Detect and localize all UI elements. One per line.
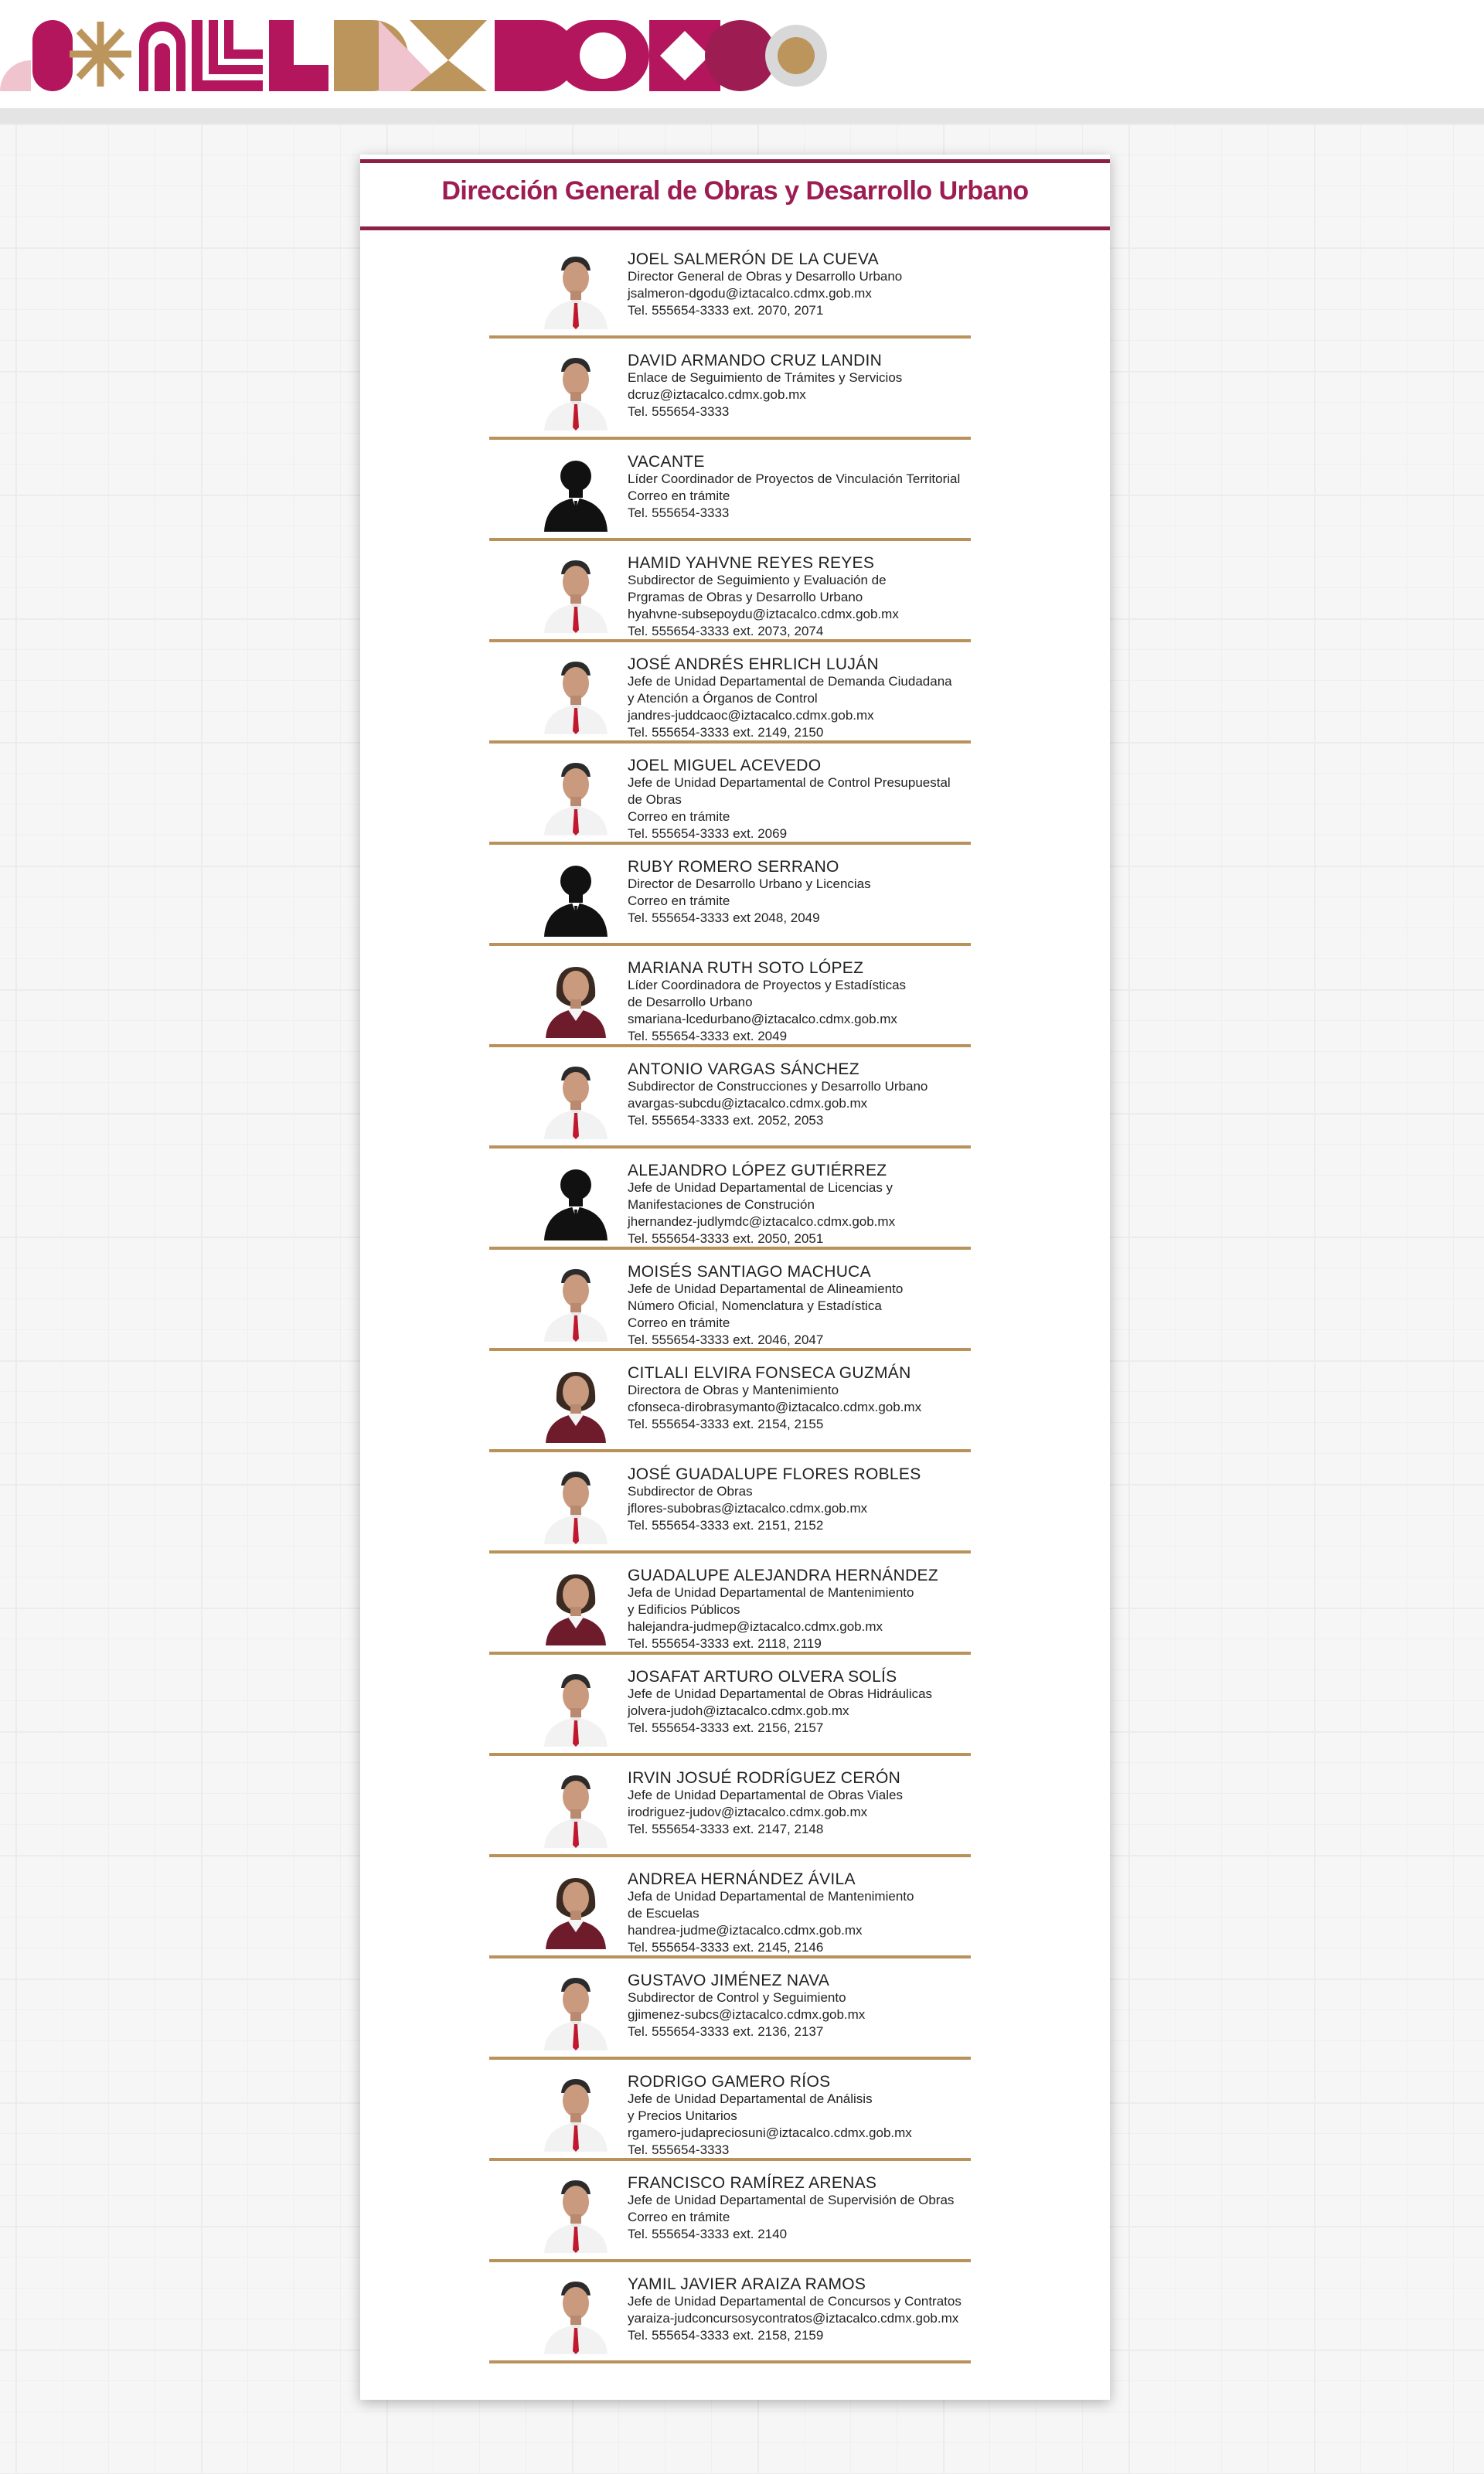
staff-photo — [539, 1769, 612, 1848]
staff-name: JOEL SALMERÓN DE LA CUEVA — [628, 250, 879, 268]
staff-name: FRANCISCO RAMÍREZ ARENAS — [628, 2174, 877, 2192]
staff-name: JOSÉ ANDRÉS EHRLICH LUJÁN — [628, 655, 879, 673]
staff-detail: Manifestaciones de Construción — [628, 1197, 815, 1212]
staff-info — [628, 250, 1091, 319]
directory-entry — [360, 1352, 1110, 1453]
entry-separator — [489, 639, 971, 642]
entry-separator — [489, 335, 971, 339]
directory-entry — [360, 2263, 1110, 2364]
staff-name: VACANTE — [628, 453, 705, 471]
staff-phone: Tel. 555654-3333 ext. 2147, 2148 — [628, 1822, 824, 1836]
directory-card — [360, 155, 1110, 2400]
staff-detail: Jefa de Unidad Departamental de Mantenimiento — [628, 1585, 914, 1600]
directory-entry — [360, 2061, 1110, 2162]
staff-detail: Director General de Obras y Desarrollo Urbano — [628, 269, 903, 284]
staff-detail: Jefe de Unidad Departamental de Control Presupuestal — [628, 775, 951, 790]
staff-detail: y Atención a Órganos de Control — [628, 691, 818, 706]
entry-separator — [489, 437, 971, 440]
staff-photo — [539, 757, 612, 835]
staff-name: ALEJANDRO LÓPEZ GUTIÉRREZ — [628, 1162, 887, 1179]
staff-name: RODRIGO GAMERO RÍOS — [628, 2073, 831, 2091]
staff-photo — [539, 1668, 612, 1747]
staff-info — [628, 453, 1091, 522]
staff-phone: Tel. 555654-3333 — [628, 505, 730, 520]
entry-separator — [489, 1854, 971, 1857]
staff-phone: Tel. 555654-3333 ext. 2046, 2047 — [628, 1332, 824, 1347]
staff-detail: de Desarrollo Urbano — [628, 995, 753, 1009]
staff-photo — [539, 655, 612, 734]
staff-info — [628, 1364, 1091, 1433]
staff-detail: Jefe de Unidad Departamental de Licencias y — [628, 1180, 893, 1195]
directory-entry — [360, 947, 1110, 1048]
staff-phone: Tel. 555654-3333 ext. 2052, 2053 — [628, 1113, 824, 1128]
staff-name: JOSÉ GUADALUPE FLORES ROBLES — [628, 1465, 921, 1483]
staff-detail: Número Oficial, Nomenclatura y Estadística — [628, 1298, 882, 1313]
directory-entry — [360, 744, 1110, 846]
staff-name: YAMIL JAVIER ARAIZA RAMOS — [628, 2275, 866, 2293]
staff-detail: Enlace de Seguimiento de Trámites y Servicios — [628, 370, 903, 385]
staff-detail: Subdirector de Seguimiento y Evaluación de — [628, 573, 887, 587]
staff-info — [628, 1263, 1091, 1349]
staff-name: GUADALUPE ALEJANDRA HERNÁNDEZ — [628, 1567, 938, 1584]
staff-info — [628, 757, 1091, 842]
staff-email[interactable]: jflores-subobras@iztacalco.cdmx.gob.mx — [628, 1501, 868, 1516]
staff-photo — [539, 1465, 612, 1544]
staff-info — [628, 1162, 1091, 1247]
staff-photo — [539, 2275, 612, 2354]
staff-detail: Director de Desarrollo Urbano y Licencias — [628, 876, 871, 891]
directory-entry — [360, 1656, 1110, 1757]
staff-info — [628, 1972, 1091, 2040]
header-divider-bar — [0, 108, 1484, 124]
staff-photo — [539, 959, 612, 1038]
staff-detail: y Edificios Públicos — [628, 1602, 740, 1617]
staff-phone: Tel. 555654-3333 ext. 2136, 2137 — [628, 2024, 824, 2039]
staff-email[interactable]: jsalmeron-dgodu@iztacalco.cdmx.gob.mx — [628, 286, 872, 301]
staff-name: IRVIN JOSUÉ RODRÍGUEZ CERÓN — [628, 1769, 901, 1787]
entry-separator — [489, 2360, 971, 2363]
staff-email[interactable]: gjimenez-subcs@iztacalco.cdmx.gob.mx — [628, 2007, 866, 2022]
staff-email[interactable]: avargas-subcdu@iztacalco.cdmx.gob.mx — [628, 1096, 868, 1111]
staff-detail: Líder Coordinadora de Proyectos y Estadísticas — [628, 978, 907, 992]
staff-photo — [539, 2073, 612, 2152]
staff-name: DAVID ARMANDO CRUZ LANDIN — [628, 352, 883, 369]
entry-separator — [489, 538, 971, 541]
staff-photo — [539, 1060, 612, 1139]
staff-detail: y Precios Unitarios — [628, 2108, 737, 2123]
staff-email[interactable]: halejandra-judmep@iztacalco.cdmx.gob.mx — [628, 1619, 883, 1634]
staff-detail: Jefe de Unidad Departamental de Obras Hidráulicas — [628, 1686, 933, 1701]
staff-detail: de Escuelas — [628, 1906, 699, 1921]
entry-separator — [489, 740, 971, 744]
staff-email[interactable]: jhernandez-judlymdc@iztacalco.cdmx.gob.mx — [628, 1214, 896, 1229]
staff-detail: Jefa de Unidad Departamental de Mantenimiento — [628, 1889, 914, 1904]
staff-phone: Tel. 555654-3333 ext. 2154, 2155 — [628, 1417, 824, 1431]
directory-entry — [360, 1959, 1110, 2061]
title-top-rule — [360, 159, 1110, 163]
staff-phone: Tel. 555654-3333 — [628, 404, 730, 419]
staff-email[interactable]: smariana-lcedurbano@iztacalco.cdmx.gob.mx — [628, 1012, 897, 1026]
staff-info — [628, 1567, 1091, 1652]
staff-detail: Prgramas de Obras y Desarrollo Urbano — [628, 590, 863, 604]
staff-name: CITLALI ELVIRA FONSECA GUZMÁN — [628, 1364, 911, 1382]
staff-info — [628, 1769, 1091, 1838]
staff-photo — [539, 1364, 612, 1443]
directory-entry — [360, 1453, 1110, 1554]
staff-name: MARIANA RUTH SOTO LÓPEZ — [628, 959, 864, 977]
staff-name: HAMID YAHVNE REYES REYES — [628, 554, 875, 572]
directory-entry — [360, 2162, 1110, 2263]
staff-info — [628, 655, 1091, 741]
staff-detail: Subdirector de Control y Seguimiento — [628, 1990, 846, 2005]
entry-separator — [489, 1550, 971, 1553]
silhouette-avatar-icon — [539, 453, 612, 532]
staff-detail: Jefe de Unidad Departamental de Análisis — [628, 2091, 873, 2106]
staff-email[interactable]: irodriguez-judov@iztacalco.cdmx.gob.mx — [628, 1805, 868, 1819]
staff-info — [628, 2174, 1091, 2243]
staff-detail: Correo en trámite — [628, 893, 730, 908]
staff-info — [628, 959, 1091, 1045]
staff-info — [628, 554, 1091, 640]
directory-entry — [360, 1858, 1110, 1959]
staff-name: RUBY ROMERO SERRANO — [628, 858, 839, 876]
entry-separator — [489, 1955, 971, 1958]
directory-entry — [360, 339, 1110, 441]
silhouette-avatar-icon — [539, 858, 612, 937]
staff-photo — [539, 2174, 612, 2253]
staff-info — [628, 352, 1091, 420]
directory-entry — [360, 1149, 1110, 1251]
staff-info — [628, 1060, 1091, 1129]
staff-info — [628, 2275, 1091, 2344]
staff-photo — [539, 1870, 612, 1949]
site-header — [0, 0, 1484, 108]
page-title: Dirección General de Obras y Desarrollo Urbano — [441, 176, 1029, 206]
directory-entry — [360, 238, 1110, 339]
staff-detail: Jefe de Unidad Departamental de Concursos y Contratos — [628, 2294, 962, 2309]
entry-separator — [489, 1753, 971, 1756]
staff-info — [628, 1668, 1091, 1737]
staff-photo — [539, 1263, 612, 1342]
entry-separator — [489, 842, 971, 845]
staff-detail: Jefe de Unidad Departamental de Demanda Ciudadana — [628, 674, 952, 689]
staff-phone: Tel. 555654-3333 ext. 2049 — [628, 1029, 788, 1043]
staff-phone: Tel. 555654-3333 ext. 2070, 2071 — [628, 303, 824, 318]
staff-phone: Tel. 555654-3333 ext. 2073, 2074 — [628, 624, 824, 638]
staff-phone: Tel. 555654-3333 ext. 2145, 2146 — [628, 1940, 824, 1955]
staff-photo — [539, 554, 612, 633]
staff-email[interactable]: rgamero-judapreciosuni@iztacalco.cdmx.gob.mx — [628, 2125, 912, 2140]
staff-name: ANTONIO VARGAS SÁNCHEZ — [628, 1060, 859, 1078]
staff-phone: Tel. 555654-3333 ext. 2158, 2159 — [628, 2328, 824, 2343]
decorative-logo-banner — [0, 14, 827, 91]
staff-info — [628, 1465, 1091, 1534]
staff-name: JOSAFAT ARTURO OLVERA SOLÍS — [628, 1668, 897, 1686]
staff-email[interactable]: handrea-judme@iztacalco.cdmx.gob.mx — [628, 1923, 863, 1938]
staff-info — [628, 858, 1091, 927]
staff-detail: Directora de Obras y Mantenimiento — [628, 1383, 839, 1397]
directory-entry — [360, 846, 1110, 947]
staff-detail: Correo en trámite — [628, 2210, 730, 2224]
staff-phone: Tel. 555654-3333 ext. 2156, 2157 — [628, 1720, 824, 1735]
staff-email[interactable]: cfonseca-dirobrasymanto@iztacalco.cdmx.gob.mx — [628, 1400, 922, 1414]
staff-phone: Tel. 555654-3333 — [628, 2142, 730, 2157]
staff-phone: Tel. 555654-3333 ext. 2118, 2119 — [628, 1636, 822, 1651]
entry-separator — [489, 1348, 971, 1351]
staff-photo — [539, 352, 612, 430]
staff-info — [628, 2073, 1091, 2159]
entry-separator — [489, 1247, 971, 1250]
staff-phone: Tel. 555654-3333 ext. 2069 — [628, 826, 788, 841]
entry-separator — [489, 2158, 971, 2161]
directory-entry — [360, 1757, 1110, 1858]
entry-separator — [489, 1044, 971, 1047]
staff-name: MOISÉS SANTIAGO MACHUCA — [628, 1263, 871, 1281]
staff-info — [628, 1870, 1091, 1956]
staff-photo — [539, 1972, 612, 2050]
staff-email[interactable]: jandres-juddcaoc@iztacalco.cdmx.gob.mx — [628, 708, 874, 723]
staff-detail: Jefe de Unidad Departamental de Alineamiento — [628, 1281, 904, 1296]
directory-entry — [360, 1048, 1110, 1149]
staff-name: ANDREA HERNÁNDEZ ÁVILA — [628, 1870, 856, 1888]
entry-separator — [489, 2259, 971, 2262]
staff-detail: Correo en trámite — [628, 488, 730, 503]
directory-entry — [360, 643, 1110, 744]
entry-separator — [489, 1145, 971, 1149]
entry-separator — [489, 1449, 971, 1452]
entry-separator — [489, 2057, 971, 2060]
title-bottom-rule — [360, 226, 1110, 230]
staff-photo — [539, 1567, 612, 1645]
directory-entry — [360, 1554, 1110, 1656]
staff-detail: Subdirector de Obras — [628, 1484, 753, 1499]
staff-detail: Jefe de Unidad Departamental de Supervisión de Obras — [628, 2193, 955, 2207]
staff-detail: Correo en trámite — [628, 809, 730, 824]
staff-detail: de Obras — [628, 792, 682, 807]
staff-detail: Subdirector de Construcciones y Desarrollo Urbano — [628, 1079, 928, 1094]
directory-entry — [360, 441, 1110, 542]
staff-phone: Tel. 555654-3333 ext. 2050, 2051 — [628, 1231, 824, 1246]
entry-separator — [489, 1652, 971, 1655]
staff-email[interactable]: hyahvne-subsepoydu@iztacalco.cdmx.gob.mx — [628, 607, 899, 621]
silhouette-avatar-icon — [539, 1162, 612, 1240]
staff-name: GUSTAVO JIMÉNEZ NAVA — [628, 1972, 830, 1989]
staff-phone: Tel. 555654-3333 ext 2048, 2049 — [628, 910, 820, 925]
staff-email[interactable]: dcruz@iztacalco.cdmx.gob.mx — [628, 387, 806, 402]
staff-email[interactable]: jolvera-judoh@iztacalco.cdmx.gob.mx — [628, 1703, 849, 1718]
directory-entry — [360, 542, 1110, 643]
staff-photo — [539, 250, 612, 329]
staff-phone: Tel. 555654-3333 ext. 2151, 2152 — [628, 1518, 824, 1533]
staff-detail: Correo en trámite — [628, 1315, 730, 1330]
entry-separator — [489, 943, 971, 946]
staff-phone: Tel. 555654-3333 ext. 2149, 2150 — [628, 725, 824, 740]
staff-phone: Tel. 555654-3333 ext. 2140 — [628, 2227, 788, 2241]
staff-email[interactable]: yaraiza-judconcursosycontratos@iztacalco.cdmx.gob.mx — [628, 2311, 959, 2326]
directory-entry — [360, 1251, 1110, 1352]
staff-name: JOEL MIGUEL ACEVEDO — [628, 757, 822, 774]
staff-detail: Líder Coordinador de Proyectos de Vinculación Territorial — [628, 471, 961, 486]
staff-detail: Jefe de Unidad Departamental de Obras Viales — [628, 1788, 903, 1802]
